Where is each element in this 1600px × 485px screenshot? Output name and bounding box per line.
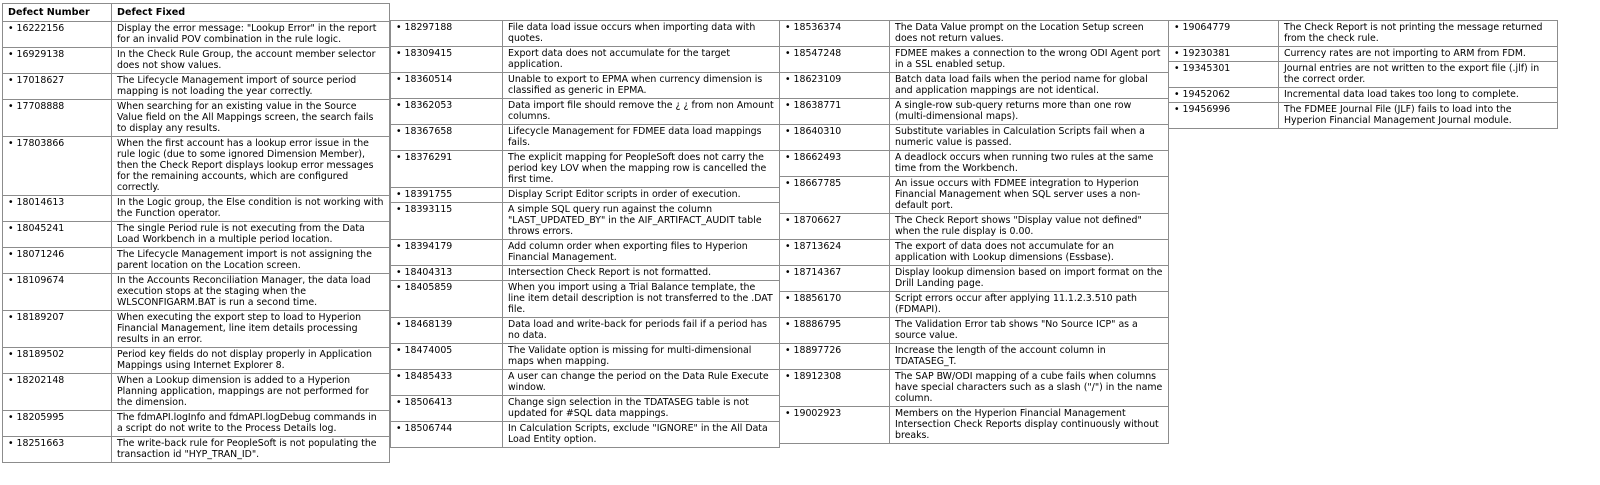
bullet-icon: • — [8, 249, 14, 260]
table-row — [391, 266, 780, 281]
defect-description: The Validate option is missing for multi-dimensional maps when mapping. — [503, 344, 780, 370]
table-row — [780, 240, 1169, 266]
defect-description: The Data Value prompt on the Location Setup screen does not return values. — [890, 21, 1169, 47]
bullet-icon: • — [396, 22, 402, 33]
bullet-icon: • — [785, 126, 791, 137]
table-row — [780, 214, 1169, 240]
table-row — [1169, 103, 1558, 129]
defect-description: Data import file should remove the ¿ ¿ from non Amount columns. — [503, 99, 780, 125]
defect-number-cell — [1169, 103, 1279, 129]
defects-table-4 — [1168, 20, 1558, 129]
bullet-icon: • — [785, 345, 791, 356]
defect-number: 18014613 — [16, 197, 65, 208]
defect-number-cell — [3, 74, 112, 100]
bullet-icon: • — [8, 312, 14, 323]
defect-description: The fdmAPI.logInfo and fdmAPI.logDebug commands in a script do not write to the Process Details log. — [112, 411, 390, 437]
bullet-icon: • — [785, 178, 791, 189]
defect-number: 18189502 — [16, 349, 65, 360]
defect-description: The SAP BW/ODI mapping of a cube fails when columns have special characters such as a slash ("/") in the name column. — [890, 370, 1169, 407]
defect-description: File data load issue occurs when importing data with quotes. — [503, 21, 780, 47]
table-row — [3, 411, 390, 437]
bullet-icon: • — [8, 23, 14, 34]
defect-number: 18309415 — [404, 48, 453, 59]
defect-number: 19345301 — [1182, 63, 1231, 74]
defect-number: 18667785 — [793, 178, 842, 189]
defect-number: 18468139 — [404, 319, 453, 330]
defect-number-cell — [391, 370, 503, 396]
table-row — [1169, 21, 1558, 47]
table-row — [780, 99, 1169, 125]
bullet-icon: • — [8, 223, 14, 234]
defect-number-cell — [780, 344, 890, 370]
table-row — [391, 281, 780, 318]
bullet-icon: • — [1174, 22, 1180, 33]
defect-number-cell — [3, 100, 112, 137]
bullet-icon: • — [396, 397, 402, 408]
defect-number-cell — [3, 222, 112, 248]
bullet-icon: • — [785, 319, 791, 330]
defect-number: 19230381 — [1182, 48, 1231, 59]
bullet-icon: • — [396, 241, 402, 252]
defect-number-cell — [391, 188, 503, 203]
defect-number: 18109674 — [16, 275, 65, 286]
bullet-icon: • — [396, 126, 402, 137]
defect-number-cell — [391, 203, 503, 240]
defect-number-cell — [1169, 21, 1279, 47]
defect-number-cell — [391, 73, 503, 99]
bullet-icon: • — [8, 412, 14, 423]
defect-number-cell — [391, 99, 503, 125]
defect-description: When searching for an existing value in the Source Value field on the All Mappings screen, the search fails to display any results. — [112, 100, 390, 137]
defect-description: Currency rates are not importing to ARM from FDM. — [1279, 47, 1558, 62]
bullet-icon: • — [8, 197, 14, 208]
defect-number: 18714367 — [793, 267, 842, 278]
defect-description: The FDMEE Journal File (JLF) fails to load into the Hyperion Financial Management Journal module. — [1279, 103, 1558, 129]
defect-number-cell — [780, 266, 890, 292]
bullet-icon: • — [785, 408, 791, 419]
table-row — [780, 344, 1169, 370]
table-row — [391, 240, 780, 266]
defect-number-cell — [780, 73, 890, 99]
defect-description: Data load and write-back for periods fail if a period has no data. — [503, 318, 780, 344]
defect-description: A user can change the period on the Data Rule Execute window. — [503, 370, 780, 396]
table-row — [391, 21, 780, 47]
defect-number-cell — [391, 266, 503, 281]
defect-number: 18506744 — [404, 423, 453, 434]
defect-number: 18856170 — [793, 293, 842, 304]
table-row — [780, 47, 1169, 73]
bullet-icon: • — [396, 74, 402, 85]
defect-number: 18404313 — [404, 267, 453, 278]
defect-number: 19452062 — [1182, 89, 1231, 100]
table-row — [780, 407, 1169, 444]
defect-number-cell — [3, 437, 112, 463]
defect-description: Display the error message: "Lookup Error" in the report for an invalid POV combination in the rule logic. — [112, 22, 390, 48]
table-row — [1169, 88, 1558, 103]
bullet-icon: • — [785, 74, 791, 85]
table-row — [391, 151, 780, 188]
defect-number: 18897726 — [793, 345, 842, 356]
bullet-icon: • — [8, 49, 14, 60]
defect-description: Increase the length of the account column in TDATASEG_T. — [890, 344, 1169, 370]
defect-number-cell — [780, 47, 890, 73]
defect-number-cell — [780, 407, 890, 444]
bullet-icon: • — [396, 189, 402, 200]
bullet-icon: • — [785, 293, 791, 304]
defect-number: 18045241 — [16, 223, 65, 234]
bullet-icon: • — [396, 319, 402, 330]
defect-number-cell — [391, 281, 503, 318]
defect-number: 18506413 — [404, 397, 453, 408]
defect-number: 18362053 — [404, 100, 453, 111]
defect-number: 18706627 — [793, 215, 842, 226]
defect-description: Export data does not accumulate for the target application. — [503, 47, 780, 73]
defect-number-cell — [391, 396, 503, 422]
defect-number-cell — [391, 422, 503, 448]
table-row — [780, 292, 1169, 318]
defect-number-cell — [780, 214, 890, 240]
table-header-row — [3, 4, 390, 22]
defect-number-cell — [391, 344, 503, 370]
defect-description: Substitute variables in Calculation Scripts fail when a numeric value is passed. — [890, 125, 1169, 151]
defect-description: Unable to export to EPMA when currency dimension is classified as generic in EPMA. — [503, 73, 780, 99]
defect-number-cell — [780, 125, 890, 151]
defect-number: 18638771 — [793, 100, 842, 111]
table-row — [3, 274, 390, 311]
defect-description: When you import using a Trial Balance template, the line item detail description is not transferred to the .DAT file. — [503, 281, 780, 318]
defect-number: 18391755 — [404, 189, 453, 200]
table-row — [780, 21, 1169, 47]
defect-number: 18367658 — [404, 126, 453, 137]
defect-number: 16222156 — [16, 23, 65, 34]
table-row — [391, 203, 780, 240]
bullet-icon: • — [785, 371, 791, 382]
defect-description: Script errors occur after applying 11.1.2.3.510 path (FDMAPI). — [890, 292, 1169, 318]
table-row — [391, 73, 780, 99]
table-row — [391, 422, 780, 448]
defect-number-cell — [3, 137, 112, 196]
table-row — [3, 22, 390, 48]
defect-description: The export of data does not accumulate for an application with Lookup dimensions (Essbase). — [890, 240, 1169, 266]
defect-number: 16929138 — [16, 49, 65, 60]
defect-description: When executing the export step to load to Hyperion Financial Management, line item details processing results in an error. — [112, 311, 390, 348]
table-row — [3, 437, 390, 463]
defects-table-2 — [390, 20, 780, 448]
defect-description: The Validation Error tab shows "No Source ICP" as a source value. — [890, 318, 1169, 344]
defect-number-cell — [3, 48, 112, 74]
defect-description: Change sign selection in the TDATASEG table is not updated for #SQL data mappings. — [503, 396, 780, 422]
defect-number-cell — [780, 240, 890, 266]
defect-number: 18485433 — [404, 371, 453, 382]
defect-description: FDMEE makes a connection to the wrong ODI Agent port in a SSL enabled setup. — [890, 47, 1169, 73]
defect-number-cell — [3, 248, 112, 274]
table-row — [780, 318, 1169, 344]
table-row — [3, 48, 390, 74]
bullet-icon: • — [396, 423, 402, 434]
defect-number-cell — [3, 348, 112, 374]
table-row — [780, 125, 1169, 151]
defect-number-cell — [391, 240, 503, 266]
table-row — [3, 348, 390, 374]
table-row — [3, 74, 390, 100]
bullet-icon: • — [8, 138, 14, 149]
defect-description: Lifecycle Management for FDMEE data load mappings fails. — [503, 125, 780, 151]
defects-table-1 — [2, 3, 390, 463]
defect-number: 18547248 — [793, 48, 842, 59]
defect-description: Period key fields do not display properly in Application Mappings using Internet Explorer 8. — [112, 348, 390, 374]
table-row — [391, 99, 780, 125]
defect-number: 18713624 — [793, 241, 842, 252]
defect-number: 19064779 — [1182, 22, 1231, 33]
defect-number: 18251663 — [16, 438, 65, 449]
bullet-icon: • — [8, 349, 14, 360]
bullet-icon: • — [396, 371, 402, 382]
bullet-icon: • — [785, 22, 791, 33]
defect-number-cell — [391, 125, 503, 151]
defect-number: 18405859 — [404, 282, 453, 293]
defect-description: Display lookup dimension based on import format on the Drill Landing page. — [890, 266, 1169, 292]
defect-number: 18393115 — [404, 204, 453, 215]
defect-description: The Check Report is not printing the message returned from the check rule. — [1279, 21, 1558, 47]
defect-description: Members on the Hyperion Financial Management Intersection Check Reports display continuously without breaks. — [890, 407, 1169, 444]
defect-description: The explicit mapping for PeopleSoft does not carry the period key LOV when the mapping row is cancelled the first time. — [503, 151, 780, 188]
table-row — [780, 151, 1169, 177]
defect-number-cell — [1169, 62, 1279, 88]
table-row — [1169, 47, 1558, 62]
defect-number-cell — [391, 151, 503, 188]
defect-description: In the Logic group, the Else condition is not working with the Function operator. — [112, 196, 390, 222]
bullet-icon: • — [396, 48, 402, 59]
bullet-icon: • — [396, 267, 402, 278]
defect-number-cell — [1169, 47, 1279, 62]
bullet-icon: • — [8, 438, 14, 449]
defect-fixed-header: Defect Fixed — [112, 4, 390, 22]
defect-number: 18474005 — [404, 345, 453, 356]
defect-description: The Lifecycle Management import of source period mapping is not loading the year correctly. — [112, 74, 390, 100]
defect-number: 18205995 — [16, 412, 65, 423]
defect-number-cell — [1169, 88, 1279, 103]
table-row — [391, 188, 780, 203]
table-row — [1169, 62, 1558, 88]
defect-number-cell — [3, 311, 112, 348]
defect-number-cell — [780, 151, 890, 177]
defect-number: 17018627 — [16, 75, 65, 86]
defect-number: 18202148 — [16, 375, 65, 386]
defect-number-cell — [3, 22, 112, 48]
defect-number-cell — [780, 21, 890, 47]
defect-number-cell — [3, 411, 112, 437]
bullet-icon: • — [8, 275, 14, 286]
defect-description: The write-back rule for PeopleSoft is not populating the transaction id "HYP_TRAN_ID". — [112, 437, 390, 463]
defect-number: 19002923 — [793, 408, 842, 419]
defect-description: When the first account has a lookup error issue in the rule logic (due to some ignored Dimension Member), then the Check Report displays lookup error messages for the remaining accounts, which are configured correctly. — [112, 137, 390, 196]
bullet-icon: • — [396, 152, 402, 163]
table-row — [391, 125, 780, 151]
defect-number: 18623109 — [793, 74, 842, 85]
defect-number: 19456996 — [1182, 104, 1231, 115]
defect-number: 17708888 — [16, 101, 65, 112]
bullet-icon: • — [785, 152, 791, 163]
defect-description: A deadlock occurs when running two rules at the same time from the Workbench. — [890, 151, 1169, 177]
table-row — [780, 73, 1169, 99]
defect-description: An issue occurs with FDMEE integration to Hyperion Financial Management when SQL server uses a non-default port. — [890, 177, 1169, 214]
defect-description: Display Script Editor scripts in order of execution. — [503, 188, 780, 203]
defect-description: The Check Report shows "Display value not defined" when the rule display is 0.00. — [890, 214, 1169, 240]
table-row — [391, 318, 780, 344]
table-row — [3, 196, 390, 222]
defect-number-cell — [780, 99, 890, 125]
bullet-icon: • — [785, 215, 791, 226]
bullet-icon: • — [785, 48, 791, 59]
defect-number-cell — [3, 274, 112, 311]
defect-description: In the Check Rule Group, the account member selector does not show values. — [112, 48, 390, 74]
bullet-icon: • — [396, 204, 402, 215]
defect-number: 18640310 — [793, 126, 842, 137]
bullet-icon: • — [1174, 104, 1180, 115]
defect-number: 18360514 — [404, 74, 453, 85]
bullet-icon: • — [396, 282, 402, 293]
defect-description: The Lifecycle Management import is not assigning the parent location on the Location screen. — [112, 248, 390, 274]
bullet-icon: • — [1174, 63, 1180, 74]
defect-description: Journal entries are not written to the export file (.jlf) in the correct order. — [1279, 62, 1558, 88]
defect-description: When a Lookup dimension is added to a Hyperion Planning application, mappings are not performed for the dimension. — [112, 374, 390, 411]
defect-number-cell — [391, 318, 503, 344]
defect-number: 18662493 — [793, 152, 842, 163]
defect-number: 18912308 — [793, 371, 842, 382]
bullet-icon: • — [396, 345, 402, 356]
defect-number-cell — [391, 21, 503, 47]
defect-number-cell — [3, 196, 112, 222]
defects-table-3 — [779, 20, 1169, 444]
table-row — [3, 374, 390, 411]
table-row — [391, 47, 780, 73]
bullet-icon: • — [785, 100, 791, 111]
bullet-icon: • — [785, 241, 791, 252]
defect-description: The single Period rule is not executing from the Data Load Workbench in a multiple period location. — [112, 222, 390, 248]
table-row — [391, 396, 780, 422]
defect-description: In Calculation Scripts, exclude "IGNORE" in the All Data Load Entity option. — [503, 422, 780, 448]
defect-description: A single-row sub-query returns more than one row (multi-dimensional maps). — [890, 99, 1169, 125]
defect-description: Intersection Check Report is not formatted. — [503, 266, 780, 281]
defect-number: 18376291 — [404, 152, 453, 163]
bullet-icon: • — [785, 267, 791, 278]
table-row — [3, 100, 390, 137]
table-row — [780, 266, 1169, 292]
defect-number-cell — [780, 292, 890, 318]
defect-number-header: Defect Number — [3, 4, 112, 22]
defect-number: 18071246 — [16, 249, 65, 260]
table-row — [3, 222, 390, 248]
bullet-icon: • — [396, 100, 402, 111]
table-row — [3, 137, 390, 196]
defect-description: A simple SQL query run against the column "LAST_UPDATED_BY" in the AIF_ARTIFACT_AUDIT table throws errors. — [503, 203, 780, 240]
defect-number-cell — [780, 370, 890, 407]
bullet-icon: • — [1174, 48, 1180, 59]
defect-number: 18536374 — [793, 22, 842, 33]
defect-number-cell — [391, 47, 503, 73]
defect-number: 18394179 — [404, 241, 453, 252]
bullet-icon: • — [8, 101, 14, 112]
defect-number-cell — [3, 374, 112, 411]
bullet-icon: • — [8, 75, 14, 86]
defect-number: 17803866 — [16, 138, 65, 149]
bullet-icon: • — [8, 375, 14, 386]
table-row — [780, 177, 1169, 214]
defect-description: Batch data load fails when the period name for global and application mappings are not identical. — [890, 73, 1169, 99]
defect-number-cell — [780, 177, 890, 214]
defect-description: Incremental data load takes too long to complete. — [1279, 88, 1558, 103]
table-row — [780, 370, 1169, 407]
defect-number: 18189207 — [16, 312, 65, 323]
defect-number: 18297188 — [404, 22, 453, 33]
bullet-icon: • — [1174, 89, 1180, 100]
defect-description: In the Accounts Reconciliation Manager, the data load execution stops at the staging when the WLSCONFIGARM.BAT is run a second time. — [112, 274, 390, 311]
defect-description: Add column order when exporting files to Hyperion Financial Management. — [503, 240, 780, 266]
table-row — [391, 370, 780, 396]
table-row — [391, 344, 780, 370]
defect-number: 18886795 — [793, 319, 842, 330]
table-row — [3, 311, 390, 348]
defect-number-cell — [780, 318, 890, 344]
table-row — [3, 248, 390, 274]
